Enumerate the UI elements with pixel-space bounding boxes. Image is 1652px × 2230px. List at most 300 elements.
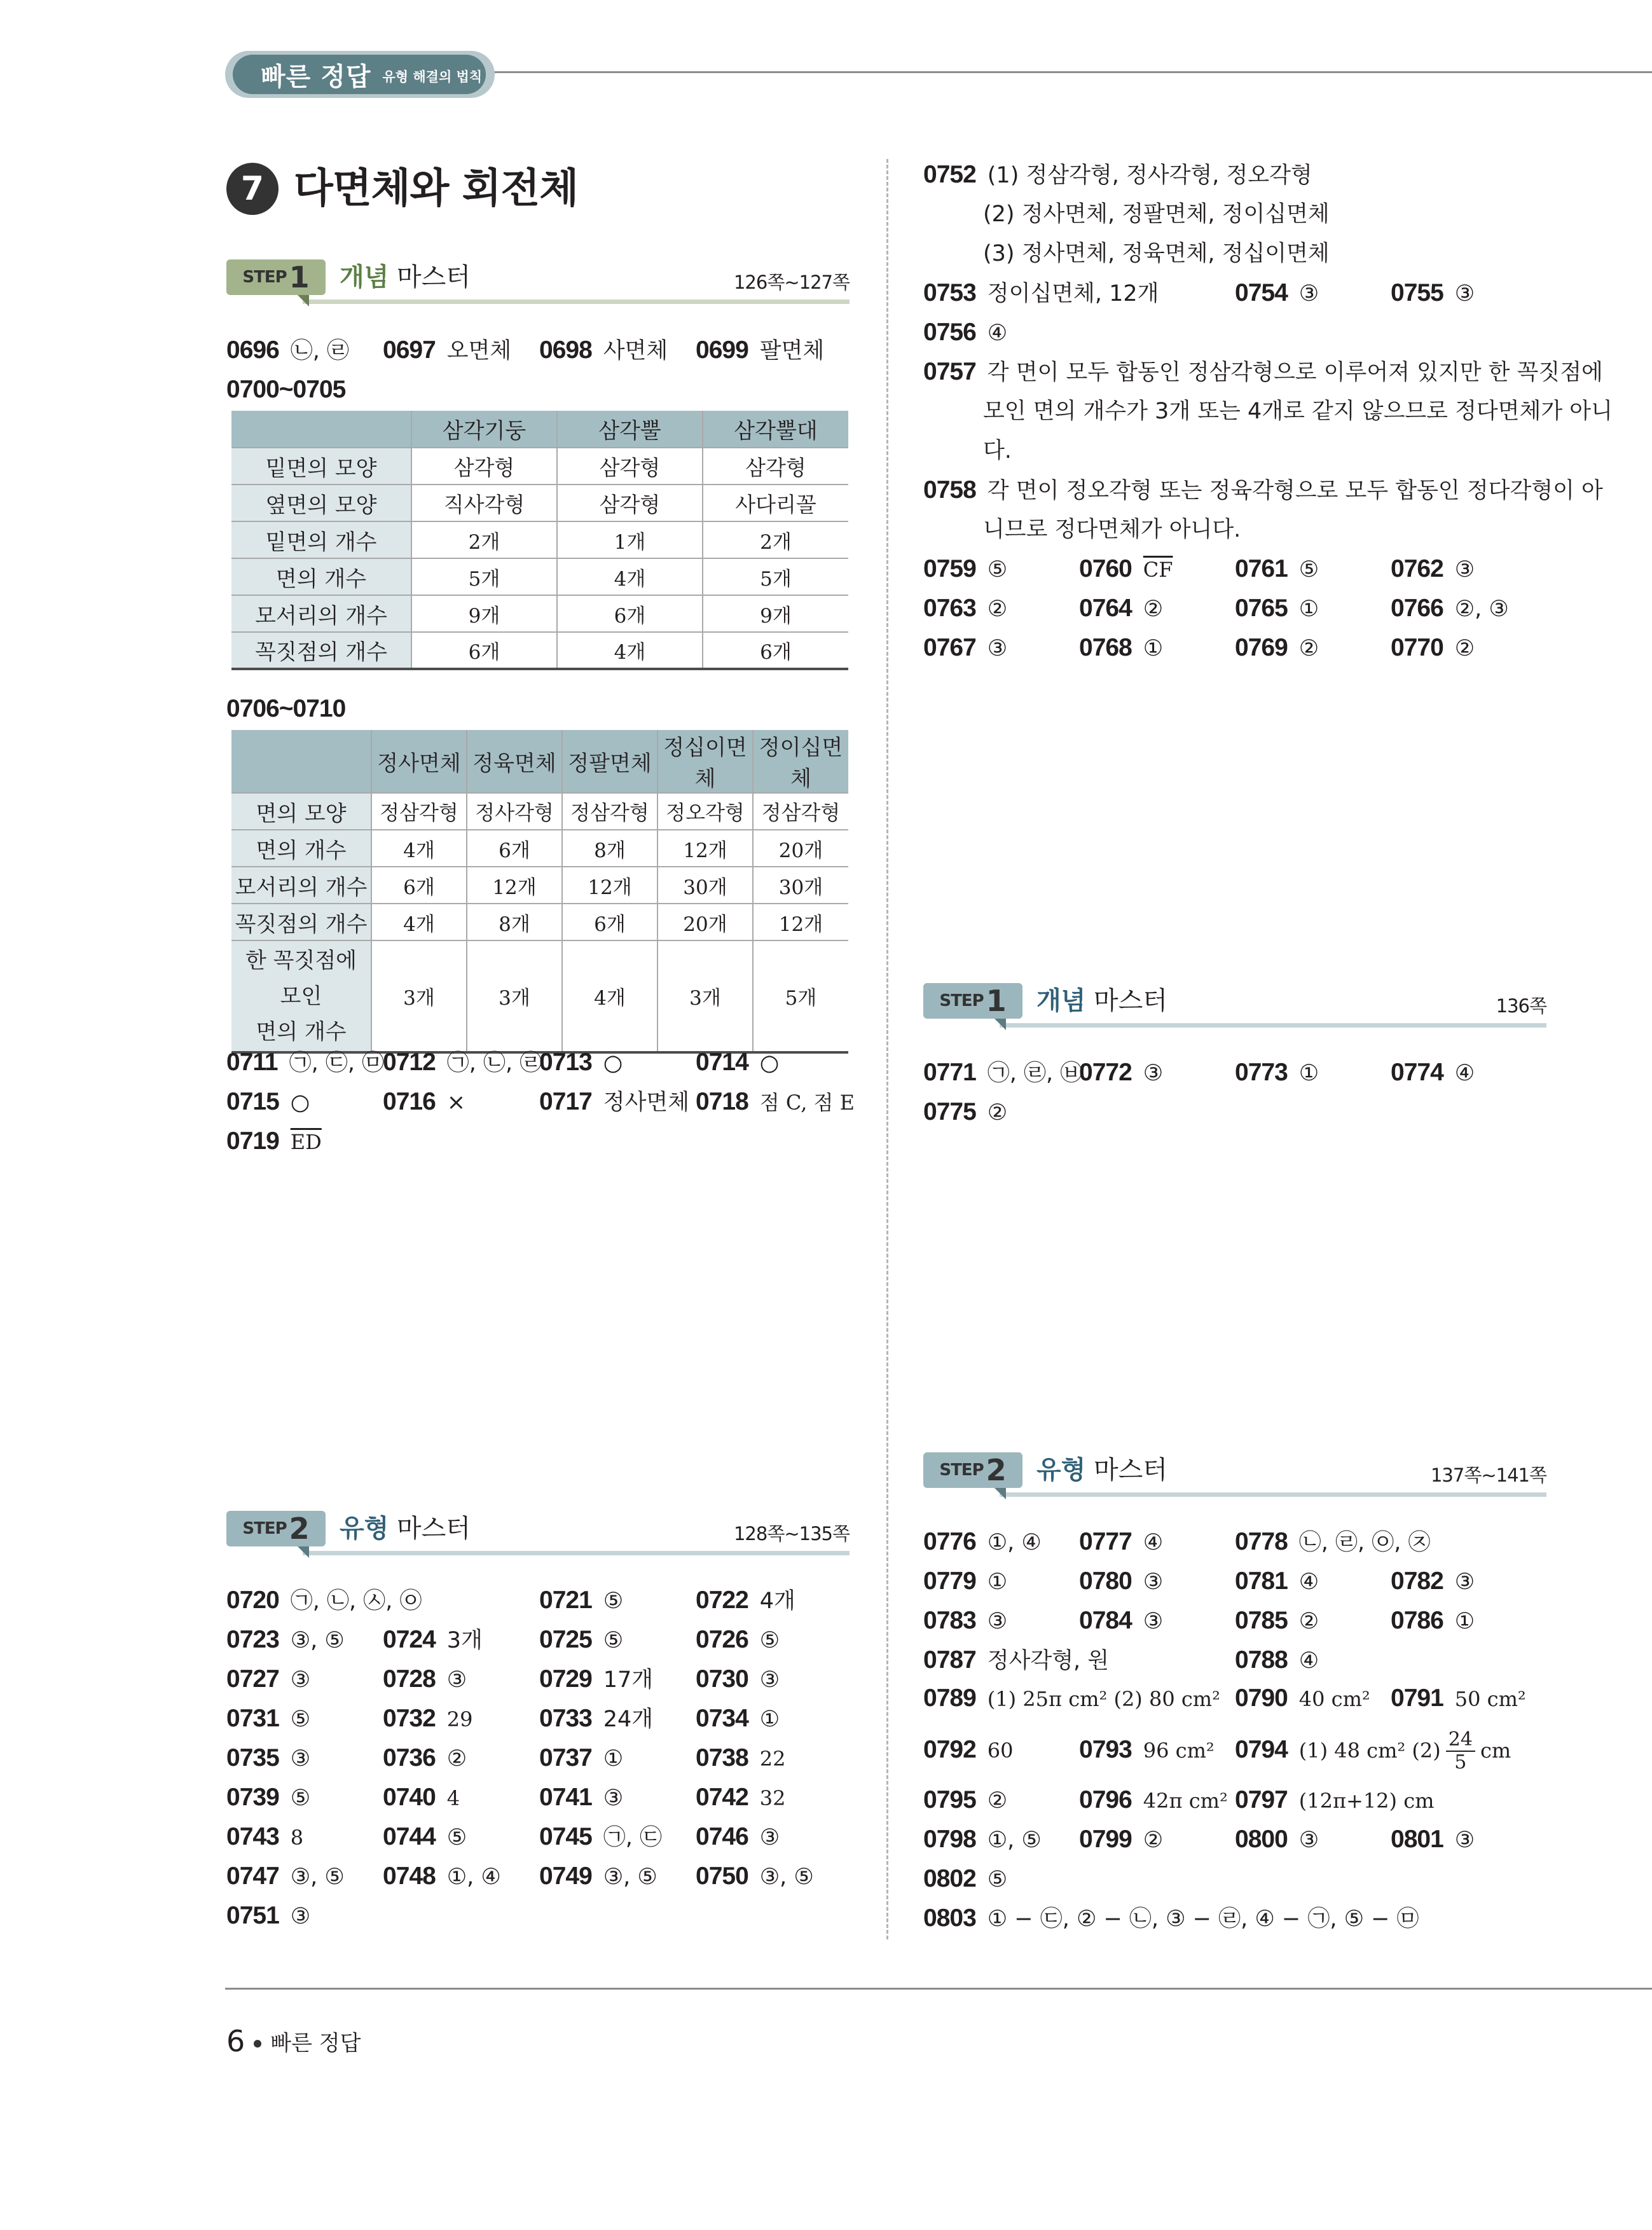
answer-item — [923, 628, 1007, 668]
answer-value: ③ — [446, 1667, 467, 1693]
answer-value: (1) 정삼각형, 정사각형, 정오각형 — [987, 163, 1312, 188]
step-title — [1036, 1454, 1167, 1487]
answer-item — [539, 1082, 689, 1122]
answer-row — [226, 1817, 955, 1857]
answer-value: ③ — [1143, 1061, 1164, 1086]
answer-row — [923, 1641, 1652, 1680]
question-number: 0792 — [923, 1736, 976, 1763]
question-number: 0728 — [383, 1665, 436, 1693]
answer-value: ② — [446, 1746, 467, 1772]
answer-value: ㉠, ㉢, ㉤ — [289, 1050, 385, 1076]
fraction — [1446, 1729, 1475, 1773]
question-number: 0717 — [539, 1088, 592, 1115]
table-cell: 직사각형 — [411, 485, 557, 521]
answer-item — [226, 1122, 322, 1162]
answer-item — [923, 1641, 1109, 1681]
step-notch — [298, 1546, 309, 1558]
answer-value: ① — [1143, 636, 1164, 661]
question-number: 0755 — [1391, 279, 1443, 306]
question-number: 0758 — [923, 476, 976, 504]
step-label: STEP — [242, 268, 287, 287]
step-number: 2 — [986, 1453, 1007, 1487]
answer-item — [226, 1660, 310, 1700]
answer-value: ③ — [987, 636, 1008, 661]
answer-row — [923, 628, 1652, 668]
question-number: 0798 — [923, 1826, 976, 1853]
question-number: 0771 — [923, 1059, 976, 1086]
step-pages: 136쪽 — [1496, 995, 1546, 1017]
question-number: 0788 — [1235, 1646, 1288, 1674]
answer-item — [696, 331, 824, 371]
answer-item — [1391, 589, 1509, 629]
question-number: 0764 — [1079, 595, 1132, 622]
table-cell: 4개 — [371, 830, 467, 867]
answer-row — [226, 1082, 855, 1122]
answer-value: ③, ⑤ — [290, 1628, 345, 1653]
step-rule — [1000, 1023, 1546, 1028]
answer-row — [923, 1601, 1652, 1641]
answer-row — [226, 1699, 955, 1738]
answer-item — [539, 1699, 653, 1739]
answer-value: ② — [1454, 636, 1475, 661]
question-number: 0721 — [539, 1586, 592, 1614]
question-number: 0729 — [539, 1665, 592, 1693]
table-cell: 12개 — [753, 904, 848, 940]
answer-value: ③ — [1454, 557, 1475, 582]
table2-label: 0706~0710 — [226, 695, 346, 722]
answer-value: ㉠, ㉢ — [603, 1825, 663, 1850]
question-number: 0761 — [1235, 555, 1288, 582]
answer-item — [923, 1899, 1419, 1939]
step-title-rest: 마스터 — [1094, 1456, 1167, 1485]
answer-item — [383, 1082, 465, 1122]
question-number: 0752 — [923, 161, 976, 188]
table-col-header: 삼각기둥 — [411, 411, 557, 448]
answer-value: 다. — [983, 438, 1012, 464]
answer-item — [923, 1562, 1007, 1602]
table-cell: 4개 — [557, 558, 703, 595]
answer-item — [226, 1817, 303, 1857]
answer-value: ② — [1298, 1609, 1319, 1634]
question-number: 0739 — [226, 1784, 279, 1811]
answer-value: ① — [759, 1707, 780, 1732]
table-cell: 사다리꼴 — [703, 485, 848, 521]
header-tab — [233, 55, 486, 94]
step-notch — [995, 1488, 1006, 1499]
answer-value: 60 — [987, 1738, 1014, 1763]
table-cell: 4개 — [371, 904, 467, 940]
header-subtitle: 유형 해결의 법칙 — [382, 69, 483, 85]
answer-item — [226, 1620, 345, 1660]
answer-value: 각 면이 정오각형 또는 정육각형으로 모두 합동인 정다각형이 아 — [987, 478, 1603, 504]
question-number: 0731 — [226, 1705, 279, 1732]
question-number: 0718 — [696, 1088, 748, 1115]
question-number: 0778 — [1235, 1528, 1288, 1555]
table-row — [231, 595, 848, 632]
question-number: 0733 — [539, 1705, 592, 1732]
question-number: 0719 — [226, 1127, 279, 1155]
table-row — [231, 558, 848, 595]
step-rule — [303, 299, 850, 304]
answer-item — [696, 1043, 779, 1083]
answer-value: ③ — [1143, 1609, 1164, 1634]
question-number: 0774 — [1391, 1059, 1443, 1086]
question-number: 0740 — [383, 1784, 436, 1811]
answer-item — [923, 1780, 1007, 1820]
answer-item — [226, 1082, 310, 1122]
question-number: 0780 — [1079, 1567, 1132, 1595]
answer-item — [226, 1043, 384, 1083]
question-number: 0795 — [923, 1786, 976, 1814]
answer-value: ○ — [759, 1050, 780, 1076]
answer-item — [696, 1699, 780, 1739]
question-number: 0716 — [383, 1088, 436, 1115]
question-number: 0786 — [1391, 1607, 1443, 1634]
table-corner — [231, 730, 371, 793]
answer-row — [923, 273, 1652, 313]
answer-item — [539, 1778, 623, 1818]
question-number: 0712 — [383, 1049, 436, 1076]
table-col-header: 정사면체 — [371, 730, 467, 793]
answer-value: 정이십면체, 12개 — [987, 281, 1159, 306]
answer-value: 40 cm² — [1298, 1687, 1370, 1711]
answer-row — [923, 1679, 1652, 1718]
question-number: 0775 — [923, 1098, 976, 1125]
table-cell: 9개 — [411, 595, 557, 632]
answer-item — [923, 155, 1312, 195]
table-row — [231, 521, 848, 558]
answer-row — [923, 1562, 1652, 1601]
answer-item — [923, 1522, 1042, 1562]
answer-item — [923, 1601, 1007, 1641]
question-number: 0803 — [923, 1904, 976, 1932]
answer-item — [696, 1620, 780, 1660]
step-notch — [995, 1019, 1006, 1030]
step-label: STEP — [939, 991, 984, 1010]
question-number: 0735 — [226, 1744, 279, 1772]
answer-value: ⑤ — [1298, 557, 1319, 582]
question-number: 0767 — [923, 634, 976, 661]
step-badge — [923, 1452, 1022, 1488]
step-label: STEP — [939, 1461, 984, 1480]
answer-item — [383, 1660, 467, 1700]
answer-value: ㉠, ㉡, ㉦, ㉧ — [290, 1588, 422, 1614]
answer-value: ⑤ — [603, 1588, 624, 1614]
answer-item — [226, 1896, 310, 1936]
table-col-header: 정팔면체 — [562, 730, 657, 793]
answer-value: 사면체 — [603, 338, 668, 364]
table1-label: 0700~0705 — [226, 376, 346, 403]
table-col-header: 삼각뿔대 — [703, 411, 848, 448]
answer-row — [226, 331, 850, 370]
answer-row — [226, 1122, 850, 1161]
answer-item — [923, 1053, 1082, 1093]
question-number: 0734 — [696, 1705, 748, 1732]
step-badge — [923, 983, 1022, 1019]
question-number: 0770 — [1391, 634, 1443, 661]
answer-value: 96 cm² — [1143, 1738, 1215, 1763]
table-label-row — [226, 370, 357, 410]
answer-item — [923, 1092, 1007, 1132]
step-rule — [303, 1551, 850, 1555]
answer-value: ⑤ — [987, 557, 1008, 582]
answer-item — [539, 1660, 653, 1700]
answer-row — [923, 1724, 1652, 1775]
question-number: 0756 — [923, 319, 976, 346]
answer-value: 모인 면의 개수가 3개 또는 4개로 같지 않으므로 정다면체가 아니 — [983, 399, 1613, 424]
table-cell: 정삼각형 — [562, 793, 657, 830]
answer-value: ③, ⑤ — [759, 1864, 814, 1890]
chapter-title: 다면체와 회전체 — [294, 165, 579, 212]
question-number: 0723 — [226, 1626, 279, 1653]
answer-item — [383, 1778, 460, 1818]
answer-line — [983, 195, 1330, 234]
answer-item — [923, 273, 1159, 313]
answer-item — [1079, 1053, 1163, 1093]
question-number: 0801 — [1391, 1826, 1443, 1853]
table-cell: 6개 — [557, 595, 703, 632]
answer-item — [1235, 1820, 1319, 1860]
table-cell: 3개 — [371, 940, 467, 1052]
answer-row — [923, 1780, 1652, 1820]
question-number: 0697 — [383, 336, 436, 364]
table-cell: 5개 — [703, 558, 848, 595]
table-cell: 3개 — [657, 940, 753, 1052]
answer-value: 29 — [446, 1707, 473, 1731]
answer-item — [1079, 589, 1163, 629]
question-number: 0742 — [696, 1784, 748, 1811]
question-number: 0750 — [696, 1862, 748, 1890]
answer-item — [1391, 1053, 1475, 1093]
answer-value: ⑤ — [987, 1867, 1008, 1892]
answer-item — [923, 1724, 1013, 1776]
table-row-header: 밑면의 모양 — [231, 448, 411, 485]
table-row-header: 꼭짓점의 개수 — [231, 904, 371, 940]
table-cell: 8개 — [467, 904, 562, 940]
answer-item — [1235, 1724, 1511, 1776]
answer-row — [226, 1896, 955, 1936]
answer-value: ⑤ — [446, 1825, 467, 1850]
answer-item — [923, 1679, 1220, 1719]
table-row-header: 옆면의 모양 — [231, 485, 411, 521]
answer-item — [539, 1620, 623, 1660]
answer-item — [1391, 1679, 1526, 1719]
step-pages: 126쪽~127쪽 — [733, 272, 850, 293]
answer-value: ④ — [1143, 1530, 1164, 1555]
table-cell: 삼각형 — [703, 448, 848, 485]
answer-value: ㉡, ㉣ — [290, 338, 350, 364]
table-col-header: 정육면체 — [467, 730, 562, 793]
answer-line — [983, 431, 1012, 471]
answer-value: 32 — [759, 1786, 786, 1810]
answer-value: 정사각형, 원 — [987, 1648, 1110, 1674]
question-number: 0754 — [1235, 279, 1288, 306]
question-number: 0766 — [1391, 595, 1443, 622]
question-number: 0727 — [226, 1665, 279, 1693]
question-number: 0797 — [1235, 1786, 1288, 1814]
answer-value: ③ — [290, 1746, 311, 1772]
answer-value: ② — [987, 1788, 1008, 1814]
question-number: 0725 — [539, 1626, 592, 1653]
question-number: 0746 — [696, 1823, 748, 1850]
answer-value: ○ — [603, 1050, 623, 1076]
answer-item — [1235, 273, 1319, 313]
answer-value: ③ — [987, 1609, 1008, 1634]
answer-value: ⑤ — [290, 1707, 311, 1732]
step-title — [340, 1512, 471, 1545]
answer-value: ④ — [1298, 1569, 1319, 1595]
question-number: 0793 — [1079, 1736, 1132, 1763]
answer-value: ② — [1298, 636, 1319, 661]
table-cell: 2개 — [411, 521, 557, 558]
answer-value: ⑤ — [290, 1786, 311, 1811]
answer-item — [226, 1581, 422, 1621]
step-title-bold: 개념 — [340, 263, 389, 292]
left-step2-header — [226, 1511, 850, 1555]
question-number: 0796 — [1079, 1786, 1132, 1814]
answer-value: ㉠, ㉡, ㉣ — [446, 1050, 542, 1076]
table-cell: 정삼각형 — [753, 793, 848, 830]
table-header-row — [231, 730, 848, 793]
answer-value: ① − ㉢, ② − ㉡, ③ − ㉣, ④ − ㉠, ⑤ − ㉤ — [987, 1906, 1419, 1932]
table-row — [231, 448, 848, 485]
answer-value: ③ — [1454, 1827, 1475, 1853]
answer-value: (12π+12) cm — [1298, 1789, 1435, 1813]
answer-row — [226, 1043, 850, 1082]
step-number: 1 — [289, 260, 310, 294]
table-row — [231, 485, 848, 521]
answer-value: (2) 정사면체, 정팔면체, 정이십면체 — [983, 202, 1330, 227]
question-number: 0782 — [1391, 1567, 1443, 1595]
question-number: 0736 — [383, 1744, 436, 1772]
table-cell: 삼각형 — [411, 448, 557, 485]
answer-value: (1) 25π cm² (2) 80 cm² — [987, 1687, 1220, 1711]
table-col-header: 정십이면체 — [657, 730, 753, 793]
answer-item — [1235, 1780, 1434, 1820]
answer-row — [923, 1092, 1652, 1132]
answer-value: ② — [987, 1100, 1008, 1125]
answer-value: 4 — [446, 1786, 460, 1810]
answer-item — [696, 1581, 795, 1621]
table-row — [231, 830, 848, 867]
answer-item — [923, 549, 1007, 589]
table-cell: 삼각형 — [557, 485, 703, 521]
answer-value: ① — [1298, 596, 1319, 622]
question-number: 0741 — [539, 1784, 592, 1811]
answer-value: 50 cm² — [1454, 1687, 1526, 1711]
answer-value: (3) 정사면체, 정육면체, 정십이면체 — [983, 241, 1330, 266]
question-number: 0773 — [1235, 1059, 1288, 1086]
step-title — [1036, 984, 1167, 1017]
answer-row — [923, 1899, 1652, 1938]
answer-value: ① — [1454, 1609, 1475, 1634]
footer — [226, 2022, 361, 2063]
table-cell: 9개 — [703, 595, 848, 632]
answer-value: ③ — [1454, 1569, 1475, 1595]
question-number: 0748 — [383, 1862, 436, 1890]
table-row — [231, 867, 848, 904]
table-corner — [231, 411, 411, 448]
answer-value: 오면체 — [446, 338, 512, 364]
answer-value: ③ — [759, 1825, 780, 1850]
question-number: 0726 — [696, 1626, 748, 1653]
answer-item — [1235, 1522, 1431, 1562]
table-cell: 정오각형 — [657, 793, 753, 830]
answer-row — [923, 1053, 1652, 1092]
answer-row — [226, 1857, 955, 1896]
question-number: 0745 — [539, 1823, 592, 1850]
answer-row — [226, 1738, 955, 1778]
table-cell: 삼각형 — [557, 448, 703, 485]
answer-item — [1235, 1679, 1370, 1719]
question-number: 0743 — [226, 1823, 279, 1850]
table-cell: 4개 — [562, 940, 657, 1052]
answer-line — [983, 234, 1330, 273]
table-cell: 12개 — [467, 867, 562, 904]
step-pages: 137쪽~141쪽 — [1430, 1464, 1546, 1486]
answer-value: $\overline{CF}$ — [1143, 558, 1173, 582]
step-title-rest: 마스터 — [397, 1514, 471, 1543]
answer-row — [923, 1859, 1652, 1899]
question-number: 0751 — [226, 1902, 279, 1929]
regular-polyhedron-table — [231, 730, 848, 1054]
answer-item — [696, 1857, 814, 1897]
table-cell: 6개 — [371, 867, 467, 904]
answer-value: ○ — [290, 1090, 310, 1115]
answer-value: ②, ③ — [1454, 596, 1509, 622]
question-number: 0722 — [696, 1586, 748, 1614]
step-rule — [1000, 1492, 1546, 1497]
answer-item — [696, 1817, 780, 1857]
answer-value: ③ — [1143, 1569, 1164, 1595]
answer-value: ③ — [759, 1667, 780, 1693]
question-number: 0772 — [1079, 1059, 1132, 1086]
answer-item — [1079, 1724, 1215, 1776]
answer-value: 3개 — [446, 1628, 483, 1653]
question-number: 0781 — [1235, 1567, 1288, 1595]
question-number: 0769 — [1235, 634, 1288, 661]
answer-item — [1391, 273, 1475, 313]
answer-item — [923, 471, 1603, 511]
footer-rule — [225, 1988, 1652, 1990]
answer-value: ② — [1143, 596, 1164, 622]
table-row-header: 꼭짓점의 개수 — [231, 632, 411, 669]
question-number: 0787 — [923, 1646, 976, 1674]
question-number: 0783 — [923, 1607, 976, 1634]
right-step2-header — [923, 1452, 1546, 1497]
answer-row — [226, 1778, 955, 1817]
page-number: 6 — [226, 2024, 245, 2058]
header-title: 빠른 정답 — [261, 62, 371, 92]
answer-value: ③, ⑤ — [290, 1864, 345, 1890]
prism-pyramid-table — [231, 411, 848, 670]
answer-item — [1391, 1601, 1475, 1641]
answer-value: ④ — [1298, 1648, 1319, 1674]
answer-value: ④ — [987, 320, 1008, 346]
answer-item — [1391, 1562, 1475, 1602]
answer-value: 4개 — [759, 1588, 795, 1614]
table-row-header-line: 한 꼭짓점에 — [245, 947, 357, 974]
answer-value: 24개 — [603, 1707, 654, 1732]
question-number: 0738 — [696, 1744, 748, 1772]
answer-value: ② — [1143, 1827, 1164, 1853]
answer-value: 각 면이 모두 합동인 정삼각형으로 이루어져 있지만 한 꼭짓점에 — [987, 360, 1603, 385]
answer-value: ⑤ — [603, 1628, 624, 1653]
question-number: 0791 — [1391, 1684, 1443, 1712]
table-cell: 5개 — [411, 558, 557, 595]
answer-unit: cm — [1480, 1738, 1511, 1763]
answer-item — [696, 1660, 780, 1700]
